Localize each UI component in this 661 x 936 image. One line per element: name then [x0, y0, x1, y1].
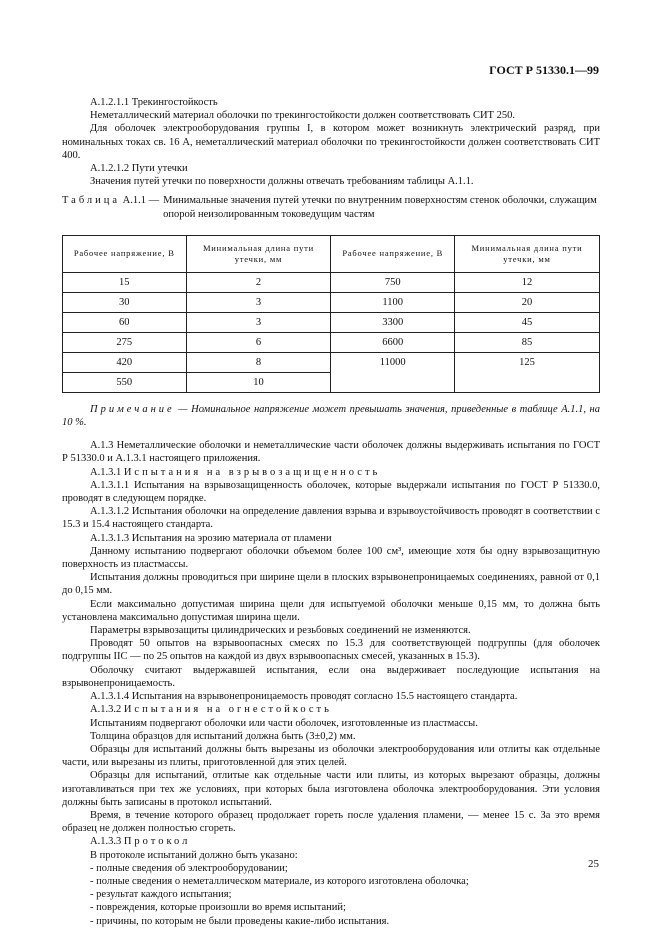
table-cell: 3300 [331, 312, 455, 332]
document-header: ГОСТ Р 51330.1—99 [489, 63, 599, 77]
column-header: Рабочее напряжение, В [331, 235, 455, 272]
list-item: - полные сведения об электрооборудовании; [90, 862, 288, 874]
table-cell: 10 [186, 372, 331, 392]
table-cell: 420 [63, 352, 187, 372]
paragraph: Неметаллический материал оболочки по трекингостойкости должен соответствовать СИТ 250. [90, 110, 515, 122]
table-cell: 11000 [331, 352, 455, 392]
list-item: - полные сведения о неметаллическом материале, из которого изготовлена оболочка; [90, 875, 469, 887]
table-cell: 750 [331, 272, 455, 292]
list-item: - повреждения, которые произошли во время испытаний; [90, 902, 346, 914]
table-cell: 6600 [331, 332, 455, 352]
table-caption-text: Минимальные значения путей утечки по внутренним поверхностям стенок оболочки, служащим опорой неизолированным токоведущим частям [163, 195, 597, 220]
table-row [63, 312, 600, 332]
paragraph: А.1.3.1.1 Испытания на взрывозащищенность оболочек, которые выдержали испытания по ГОСТ Р 51330.0, проводят в следующем порядке. [62, 479, 600, 505]
paragraph: А.1.3.1.4 Испытания на взрывонепроницаемость проводят согласно 15.5 настоящего стандарта. [90, 691, 518, 703]
column-header: Минимальная длина пути утечки, мм [186, 235, 331, 272]
paragraph: Испытаниям подвергают оболочки или части оболочек, изготовленные из пластмассы. [90, 717, 478, 729]
table-cell: 125 [454, 352, 599, 392]
column-header: Рабочее напряжение, В [63, 235, 187, 272]
creepage-table [62, 235, 600, 393]
clause-heading: А.1.2.1.1 Трекингостойкость [90, 97, 218, 108]
table-cell: 6 [186, 332, 331, 352]
note-label: Примечание [90, 403, 175, 415]
list-item: - результат каждого испытания; [90, 889, 232, 901]
paragraph: Значения путей утечки по поверхности должны отвечать требованиям таблицы А.1.1. [90, 176, 474, 188]
table-cell: 45 [454, 312, 599, 332]
table-row [63, 332, 600, 352]
note-text: — Номинальное напряжение может превышать значения, приведенные в таблице А.1.1, на 10 %. [62, 403, 601, 429]
table-cell: 3 [186, 292, 331, 312]
page-number: 25 [588, 858, 599, 870]
table-header-row [63, 235, 600, 272]
table-cell: 550 [63, 372, 187, 392]
paragraph: Оболочку считают выдержавшей испытания, если она выдерживает последующие испытания на взрывонепроницаемость. [62, 664, 600, 689]
subclause-heading: А.1.3.2 Испытания на огнестойкость [90, 704, 332, 716]
table-label: Таблица А.1.1 — [62, 195, 160, 207]
table-cell: 8 [186, 352, 331, 372]
table-cell: 60 [63, 312, 187, 332]
list-item: - причины, по которым не были проведены какие-либо испытания. [90, 915, 390, 927]
subclause-heading: А.1.3.3 Протокол [90, 836, 191, 848]
paragraph: Для оболочек электрооборудования группы I, в котором может возникнуть электрический разряд, при номинальных токах св. 16 А, неметаллический материал оболочки по трекингостойкости должен соответствовать СИТ 400. [62, 123, 600, 161]
table-row [63, 292, 600, 312]
document-body [62, 96, 600, 928]
paragraph: В протоколе испытаний должно быть указано: [90, 849, 298, 861]
paragraph: Образцы для испытаний, отлитые как отдельные части или плиты, из которых вырезают образцы, должны изготавливаться при тех же условиях, при которых была изготовлена оболочка электрооборудования. Эти условия должны быть записаны в протокол испытаний. [62, 770, 600, 808]
table-cell: 1100 [331, 292, 455, 312]
paragraph: Данному испытанию подвергают оболочки объемом более 100 см³, имеющие хотя бы одну взрывозащитную поверхность из пластмассы. [62, 545, 600, 571]
paragraph: Толщина образцов для испытаний должна быть (3±0,2) мм. [90, 730, 356, 742]
paragraph: Если максимально допустимая ширина щели для испытуемой оболочки меньше 0,15 мм, то должна быть установлена максимально допустимая ширина щели. [62, 598, 600, 623]
table-cell: 30 [63, 292, 187, 312]
table-row [63, 272, 600, 292]
table-cell: 85 [454, 332, 599, 352]
section-a13 [62, 439, 600, 928]
paragraph: А.1.3.1.2 Испытания оболочки на определение давления взрыва и взрывоустойчивость проводят в соответствии с 15.3 и 15.4 настоящего стандарта. [62, 506, 600, 531]
table-row [63, 352, 600, 372]
table-cell: 2 [186, 272, 331, 292]
clause-heading: А.1.2.1.2 Пути утечки [90, 163, 188, 175]
paragraph: Испытания должны проводиться при ширине щели в плоских взрывонепроницаемых соединениях, равной от 0,1 до 0,15 мм. [62, 572, 600, 597]
table-cell: 20 [454, 292, 599, 312]
subclause-heading: А.1.3.1 Испытания на взрывозащищенность [90, 466, 381, 478]
column-header: Минимальная длина пути утечки, мм [454, 235, 599, 272]
table-cell: 3 [186, 312, 331, 332]
paragraph: Параметры взрывозащиты цилиндрических и резьбовых соединений не изменяются. [90, 625, 471, 637]
table-cell: 15 [63, 272, 187, 292]
table-cell: 275 [63, 332, 187, 352]
table-note [62, 403, 600, 429]
paragraph: А.1.3.1.3 Испытания на эрозию материала от пламени [90, 532, 332, 544]
paragraph: Время, в течение которого образец продолжает гореть после удаления пламени, — менее 15 с. За это время образец не должен полностью сгореть. [62, 809, 600, 835]
paragraph: Проводят 50 опытов на взрывоопасных смесях по 15.3 для соответствующей подгруппы (для оболочек подгруппы IIС — по 25 опытов на каждой из двух взрывоопасных смесей, указанных в 15.3). [62, 638, 600, 663]
table-caption [62, 194, 600, 220]
paragraph: Образцы для испытаний должны быть вырезаны из оболочки электрооборудования или отлиты как отдельные части, или вырезаны из плиты, приготовленной для этих целей. [62, 743, 600, 769]
paragraph: А.1.3 Неметаллические оболочки и неметаллические части оболочек должны выдерживать испытания по ГОСТ Р 51330.0 и А.1.3.1 настоящего приложения. [62, 440, 600, 465]
table-cell: 12 [454, 272, 599, 292]
